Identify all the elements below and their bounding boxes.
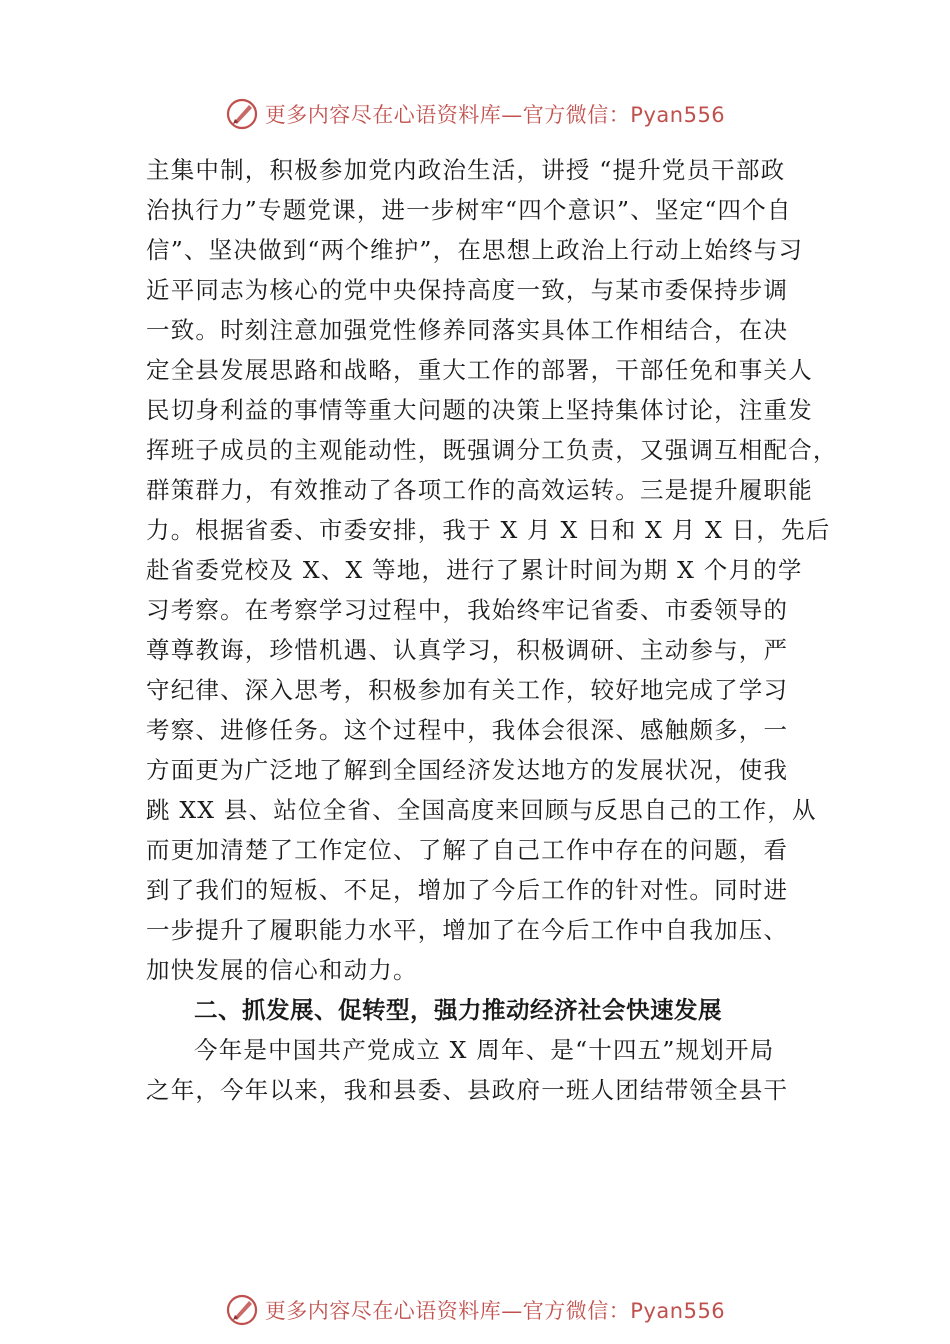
text-line: 一步提升了履职能力水平，增加了在今后工作中自我加压、 [146,916,789,944]
watermark-text: 更多内容尽在心语资料库—官方微信：Pyan556 [264,103,726,127]
paragraph-2 [146,1030,836,1110]
text-line: 信”、坚决做到“两个维护”，在思想上政治上行动上始终与习 [146,236,804,264]
text-line: 赴省委党校及 X、X 等地，进行了累计时间为期 X 个月的学 [146,556,803,584]
text-line: 主集中制，积极参加党内政治生活，讲授 “提升党员干部政 [146,156,786,184]
document-body [146,150,836,1110]
text-line: 方面更为广泛地了解到全国经济发达地方的发展状况，使我 [146,756,789,784]
text-line: 群策群力，有效推动了各项工作的高效运转。三是提升履职能 [146,476,813,504]
text-line: 挥班子成员的主观能动性，既强调分工负责，又强调互相配合， [146,436,838,464]
text-line: 近平同志为核心的党中央保持高度一致，与某市委保持步调 [146,276,789,304]
watermark-banner-bottom [0,1290,950,1330]
text-line: 考察、进修任务。这个过程中，我体会很深、感触颇多，一 [146,716,789,744]
text-line: 力。根据省委、市委安排，我于 X 月 X 日和 X 月 X 日，先后 [146,516,831,544]
text-line: 到了我们的短板、不足，增加了今后工作的针对性。同时进 [146,876,789,904]
text-line: 之年，今年以来，我和县委、县政府一班人团结带领全县干 [146,1076,789,1104]
watermark-text: 更多内容尽在心语资料库—官方微信：Pyan556 [264,1299,726,1323]
text-line: 守纪律、深入思考，积极参加有关工作，较好地完成了学习 [146,676,789,704]
watermark-banner-top [0,94,950,134]
quill-pen-seal-icon [225,97,259,131]
text-line: 一致。时刻注意加强党性修养同落实具体工作相结合，在决 [146,316,789,344]
paragraph-1 [146,150,836,990]
text-line: 跳 XX 县、站位全省、全国高度来回顾与反思自己的工作，从 [146,796,817,824]
quill-pen-seal-icon [225,1293,259,1327]
text-line: 而更加清楚了工作定位、了解了自己工作中存在的问题，看 [146,836,789,864]
text-line: 治执行力”专题党课，进一步树牢“四个意识”、坚定“四个自 [146,196,792,224]
text-line: 尊尊教诲，珍惜机遇、认真学习，积极调研、主动参与，严 [146,636,789,664]
text-line: 今年是中国共产党成立 X 周年、是“十四五”规划开局 [194,1036,775,1064]
text-line: 民切身利益的事情等重大问题的决策上坚持集体讨论，注重发 [146,396,813,424]
section-heading: 二、抓发展、促转型，强力推动经济社会快速发展 [194,996,722,1024]
text-line: 习考察。在考察学习过程中，我始终牢记省委、市委领导的 [146,596,789,624]
text-line: 定全县发展思路和战略，重大工作的部署，干部任免和事关人 [146,356,813,384]
text-line: 加快发展的信心和动力。 [146,956,418,984]
